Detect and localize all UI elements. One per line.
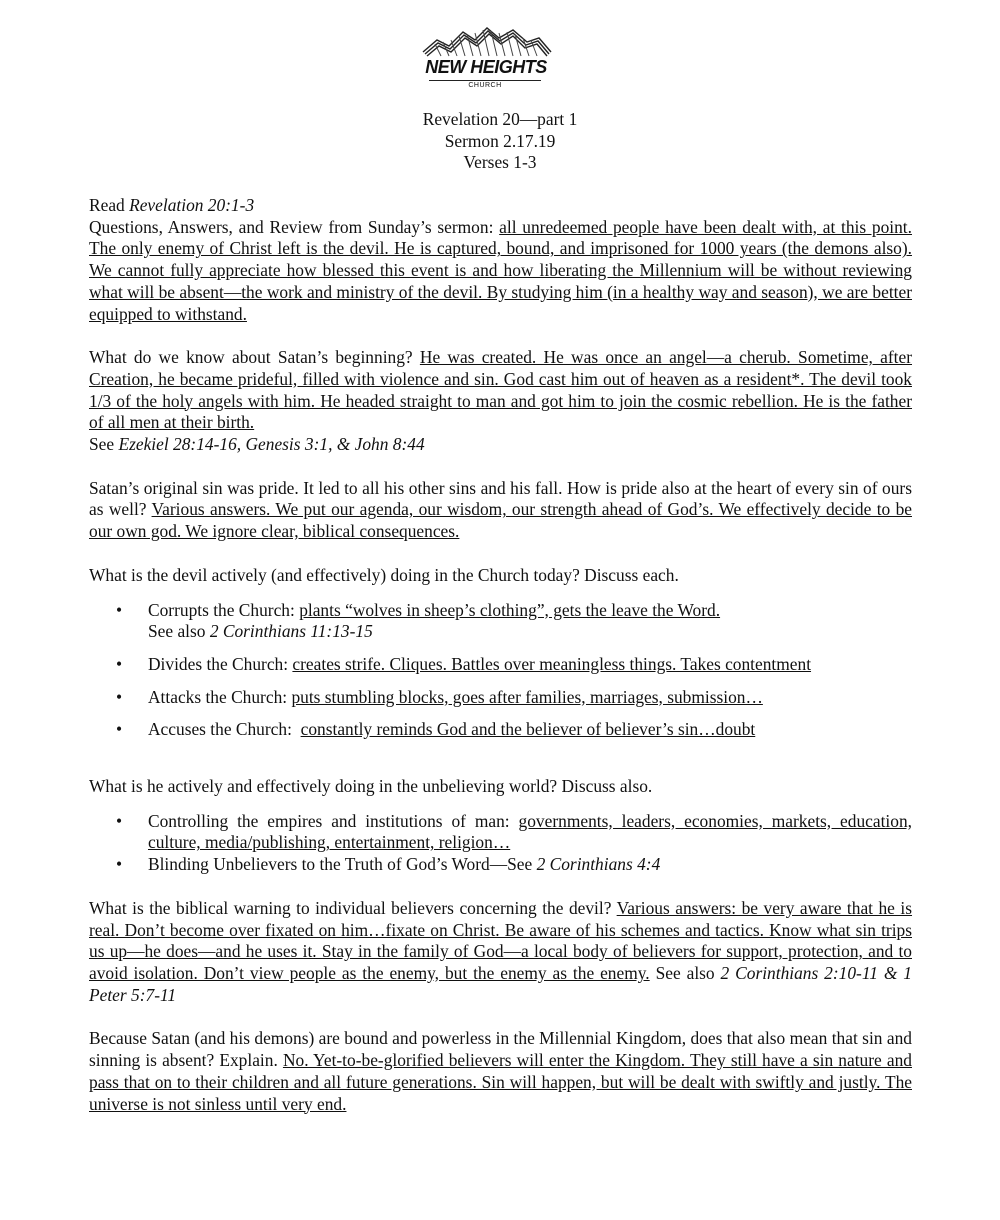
bullet-label: Divides the Church: bbox=[148, 653, 293, 674]
q2-question: Satan’s original sin was pride. It led to all his other sins and his fall. How is pride also at the heart of every sin of ours as well? bbox=[89, 477, 912, 520]
logo-brand-text: NEW HEIGHTS bbox=[425, 57, 547, 77]
q5-answer: Various answers: be very aware that he is real. Don’t become over fixated on him…fixate on Christ. Be aware of his schemes and tactics. Know what sin trips us up—he does—and he uses it. Stay in the family of God—a local body of believers for support, protection, and to avoid isolation. Don’t view people as the enemy, but the enemy as the enemy. bbox=[89, 897, 913, 983]
bullet-label: Attacks the Church: bbox=[148, 686, 292, 707]
bullet-answer: plants “wolves in sheep’s clothing”, gets the leave the Word. bbox=[299, 599, 721, 620]
bullet-answer: constantly reminds God and the believer of believer’s sin…doubt bbox=[300, 719, 756, 740]
question-pride bbox=[89, 478, 912, 543]
bullet-label: Blinding Unbelievers to the Truth of God’s Word—See bbox=[148, 854, 537, 875]
bullet-ref: 2 Corinthians 4:4 bbox=[536, 854, 661, 875]
bullet-icon: • bbox=[116, 599, 123, 620]
doc-verses: Verses 1-3 bbox=[463, 152, 537, 173]
bullet-icon: • bbox=[116, 854, 123, 875]
bullet-icon: • bbox=[116, 810, 123, 831]
bullet-answer: creates strife. Cliques. Battles over meaningless things. Takes contentment bbox=[292, 653, 812, 674]
doc-title: Revelation 20—part 1 bbox=[422, 109, 578, 129]
study-guide-body bbox=[89, 195, 912, 1115]
doc-sermon-date: Sermon 2.17.19 bbox=[444, 130, 556, 151]
q1-see-line bbox=[89, 434, 912, 456]
question-unbelieving-world: What is he actively and effectively doing in the unbelieving world? Discuss also. bbox=[89, 776, 653, 797]
document-header bbox=[0, 109, 1000, 174]
q5-question: What is the biblical warning to individual believers concerning the devil? bbox=[89, 897, 617, 918]
list-item bbox=[89, 854, 912, 876]
bullet-icon: • bbox=[116, 719, 123, 740]
read-line bbox=[89, 195, 912, 217]
bullet-see-ref: 2 Corinthians 11:13-15 bbox=[209, 621, 373, 642]
intro-prompt: Questions, Answers, and Review from Sunday’s sermon: bbox=[89, 216, 500, 237]
q6-question: Because Satan (and his demons) are bound and powerless in the Millennial Kingdom, does that also mean that sin and sinning is absent? Explain. bbox=[89, 1028, 912, 1071]
bullet-label: Controlling the empires and institutions of man: bbox=[148, 810, 519, 831]
question-devil-in-church: What is the devil actively (and effectively) doing in the Church today? Discuss each. bbox=[89, 564, 679, 585]
q1-question: What do we know about Satan’s beginning? bbox=[89, 347, 420, 368]
q1-answer: He was created. He was once an angel—a cherub. Sometime, after Creation, he became prideful, filled with violence and sin. God cast him out of heaven as a resident*. The devil took 1/3 of the holy angels with him. He headed straight to man and got him to join the cosmic rebellion. He is the father of all men at their birth. bbox=[89, 347, 912, 433]
bullet-answer: puts stumbling blocks, goes after families, marriages, submission… bbox=[291, 686, 763, 707]
bullet-icon: • bbox=[116, 686, 123, 707]
list-item bbox=[89, 719, 912, 741]
read-label: Read bbox=[89, 195, 130, 215]
church-logo bbox=[415, 24, 555, 100]
bullet-see-label: See also bbox=[148, 621, 210, 642]
question-biblical-warning bbox=[89, 898, 912, 1007]
q6-answer: No. Yet-to-be-glorified believers will enter the Kingdom. They still have a sin nature and pass that on to their children and all future generations. Sin will happen, but will be dealt with swiftly and justly. The universe is not sinless until very end. bbox=[89, 1050, 912, 1114]
q2-answer: Various answers. We put our agenda, our wisdom, our strength ahead of God’s. We effectively decide to be our own god. We ignore clear, biblical consequences. bbox=[89, 499, 912, 542]
q5-see-refs: 2 Corinthians 2:10-11 & 1 Peter 5:7-11 bbox=[89, 962, 912, 1005]
list-item bbox=[89, 811, 912, 854]
read-reference: Revelation 20:1-3 bbox=[129, 195, 255, 215]
list-item bbox=[89, 600, 912, 643]
list-item bbox=[89, 687, 912, 709]
intro-paragraph bbox=[89, 217, 912, 326]
q1-see-refs: Ezekiel 28:14-16, Genesis 3:1, & John 8:44 bbox=[118, 434, 425, 455]
list-item bbox=[89, 654, 912, 676]
church-bullet-list bbox=[89, 600, 912, 742]
q5-see-label: See also bbox=[649, 962, 721, 983]
intro-answer: all unredeemed people have been dealt with, at this point. The only enemy of Christ left is the devil. He is captured, bound, and imprisoned for 1000 years (the demons also). We cannot fully appreciate how blessed this event is and how liberating the Millennium will be without reviewing what will be absent—the work and ministry of the devil. By studying him (in a healthy way and season), we are better equipped to withstand. bbox=[89, 216, 912, 324]
logo-sub-text: CHURCH bbox=[468, 82, 502, 89]
question-satan-beginning bbox=[89, 347, 912, 434]
bullet-answer: governments, leaders, economies, markets, education, culture, media/publishing, entertainment, religion… bbox=[148, 810, 912, 853]
bullet-label: Corrupts the Church: bbox=[148, 599, 300, 620]
question-millennial-sin bbox=[89, 1028, 912, 1115]
q1-see-label: See bbox=[89, 434, 119, 455]
world-bullet-list bbox=[89, 811, 912, 876]
bullet-label: Accuses the Church: bbox=[148, 719, 301, 740]
bullet-icon: • bbox=[116, 653, 123, 674]
